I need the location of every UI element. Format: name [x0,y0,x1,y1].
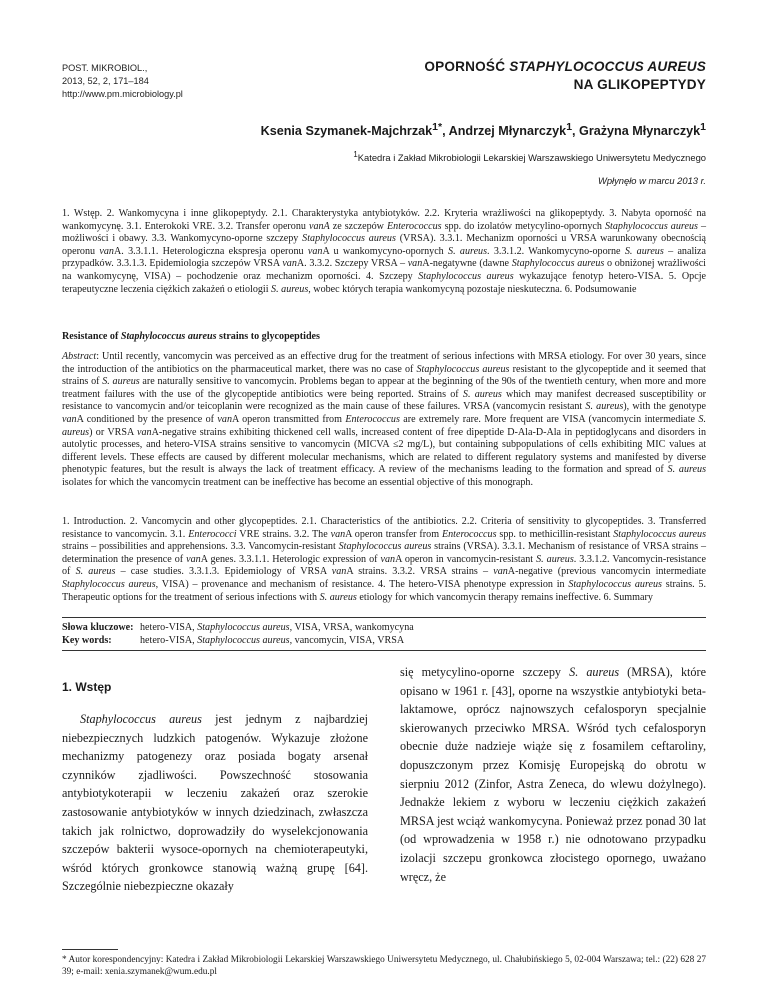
keywords-bottom-rule [62,650,706,651]
abstract-label: Abstract [62,351,97,362]
body-column-right: się metycylino-oporne szczepy S. aureus (MRSA), które opisano w 1961 r. [43], oporne na wszystkie antybiotyki beta-laktamowe, oprócz najnowszych cefalosporyn specjalnie skierowanych przeciwko MRSA. Wśród tych cefalosporyn obecnie duże nadzieje wiąże się z fosamilem ceftaroliny, dopuszczonym przez Komisję Europejską do obrotu w sierpniu 2012 (Zinfor, Astra Zeneca, do wlewu dożylnego). Jednakże lekiem z wyboru w leczeniu ciężkich zakażeń MRSA jest wciąż wankomycyna. Ponieważ przez ponad 30 lat (od wprowadzenia w 1958 r.) nie odnotowano przypadku izolacji szczepu gronkowca złocistego opornego, uważano wręcz, że [400,665,706,884]
journal-volume: 2013, 52, 2, 171–184 [62,76,149,86]
affiliation: $^1$Katedra i Zakład Mikrobiologii Lekarskiej Warszawskiego Uniwersytetu Medycznego [353,150,706,164]
title-line-1: OPORNOŚĆ STAPHYLOCOCCUS AUREUS [424,59,706,74]
contents-english: 1. Introduction. 2. Vancomycin and other glycopeptides. 2.1. Characteristics of the antibiotics. 2.2. Criteria of sensitivity to glycopeptides. 3. Transferred resistance to vancomycin. 3.1. Enterococci VRE strains. 3.2. The vanA operon transfer from Enterococcus spp. to methicillin-resistant Staphylococcus aureus strains – possibilities and apprehensions. 3.3. Vancomycin-resistant Staphylococcus aureus strains (VRSA). 3.3.1. Mechanism of resistance of VRSA strains – determination the presence of vanA genes. 3.3.1.1. Heterologic expression of vanA operon in vancomycin-resistant S. aureus. 3.3.1.2. Vancomycin-resistance of S. aureus – case studies. 3.3.1.3. Epidemiology of VRSA vanA strains. 3.3.2. VRSA strains – vanA-negative (previous vancomycin intermediate Staphylococcus aureus, VISA) – provenance and mechanism of resistance. 4. The hetero-VISA phenotype expression in Staphylococcus aureus strains. 5. Therapeutic options for the treatment of serious infections with S. aureus etiology for which vancomycin therapy remains ineffective. 6. Summary [62,516,707,603]
keywords-english: Key words: hetero-VISA, Staphylococcus aureus, vancomycin, VISA, VRSA [62,635,405,646]
contents-polish: 1. Wstęp. 2. Wankomycyna i inne glikopeptydy. 2.1. Charakterystyka antybiotyków. 2.2. Kryteria wrażliwości na glikopeptydy. 3. Nabyta oporność na wankomycynę. 3.1. Enterokoki VRE. 3.2. Transfer operonu vanA ze szczepów Enterococcus spp. do izolatów metycylino-opornych Staphylococcus aureus – możliwości i obawy. 3.3. Wankomycyno-oporne szczepy Staphylococcus aureus (VRSA). 3.3.1. Mechanizm oporności u VRSA warunkowany obecnością operonu vanA. 3.3.1.1. Heterologiczna ekspresja operonu vanA u wankomycyno-opornych S. aureus. 3.3.1.2. Wankomycyno-oporne S. aureus – analiza przypadków. 3.3.1.3. Epidemiologia szczepów VRSA vanA. 3.3.2. Szczepy VRSA – vanA-negatywne (dawne Staphylococcus aureus o obniżonej wrażliwości na wankomycynę, VISA) – pochodzenie oraz mechanizm oporności. 4. Szczepy Staphylococcus aureus wykazujące fenotyp hetero-VISA. 5. Opcje terapeutyczne leczenia ciężkich zakażeń o etiologii S. aureus, wobec których terapia wankomycyną pozostaje nieskuteczna. 6. Podsumowanie [62,208,707,295]
english-title: Resistance of Staphylococcus aureus strains to glycopeptides [62,331,320,342]
author-list: Ksenia Szymanek-Majchrzak$^{1*}$, Andrzej Młynarczyk$^1$, Grażyna Młynarczyk$^1$ [260,121,706,139]
keywords-top-rule [62,617,706,618]
footnote-rule [62,949,118,950]
abstract: Abstract: Until recently, vancomycin was perceived as an effective drug for the treatment of serious infections with MRSA etiology. For over 30 years, since the introduction of the antibiotics on the pharmaceutical market, there was no case of Staphylococcus aureus resistant to the glycopeptide and it seemed that strains of S. aureus are naturally sensitive to vancomycin. Problems began to appear at the beginning of the 90s of the twentieth century, when more and more treatment failures with the use of the glycopeptide antibiotics were being reported. Strains of S. aureus which may manifest decreased susceptibility or resistance to vancomycin and/or teicoplanin were recognized as the main cause of these failures. VRSA (vancomycin resistant S. aureus), with the genotype vanA conditioned by the presence of vanA operon transmitted from Enterococcus are extremely rare. More frequent are VISA (vancomycin intermediate S. aureus) or VRSA vanA-negative strains exhibiting thickened cell walls, increased content of free dipeptide D-Ala-D-Ala in peptidoglycans and disorders in autolytic processes, and hetero-VISA strains sensitive to vancomycin (MICVA ≤2 mg/L), but containing subpopulations of cells exhibiting MIC values at different levels. These effects are caused by different molecular mechanisms, which are related to different regulatory systems and manifested by diverse phenotypic features, but the result is always the lack of treatment efficacy. A review of the mechanisms leading to the formation and spread of S. aureus isolates for which the vancomycin treatment can be ineffective has become an essential objective of this monograph. [62,351,707,488]
body-column-left: Staphylococcus aureus jest jednym z najbardziej niebezpiecznych ludzkich patogenów. Wykazuje złożone mechanizmy patogenezy oraz posiada bogaty arsenał czynników zjadliwości. Powszechność stosowania antybiotykoterapii w leczeniu zakażeń oraz szerokie zastosowanie antybiotyków w innych dziedzinach, zwłaszcza takich jak rolnictwo, doprowadziły do wyselekcjonowania szczepów bakterii wysoce-opornych na chemioterapeutyki, wśród których gronkowce stanowią ważną grupę [64]. Szczególnie niebezpieczne okazały [62,712,368,894]
footnote: * Autor korespondencyjny: Katedra i Zakład Mikrobiologii Lekarskiej Warszawskiego Uniwersytetu Medycznego, ul. Chałubińskiego 5, 02-004 Warszawa; tel.: (22) 628 27 39; e-mail: xenia.szymanek@wum.edu.pl [62,955,706,977]
journal-citation [62,62,282,101]
journal-url[interactable]: http://www.pm.microbiology.pl [62,89,183,99]
title-line-2: NA GLIKOPEPTYDY [573,77,706,92]
received-date: Wpłynęło w marcu 2013 r. [597,175,706,186]
article-title [424,58,706,94]
journal-name: POST. MIKROBIOL., [62,63,148,73]
section-heading: 1. Wstęp [62,680,112,694]
keywords-polish: Słowa kluczowe: hetero-VISA, Staphylococcus aureus, VISA, VRSA, wankomycyna [62,622,414,633]
